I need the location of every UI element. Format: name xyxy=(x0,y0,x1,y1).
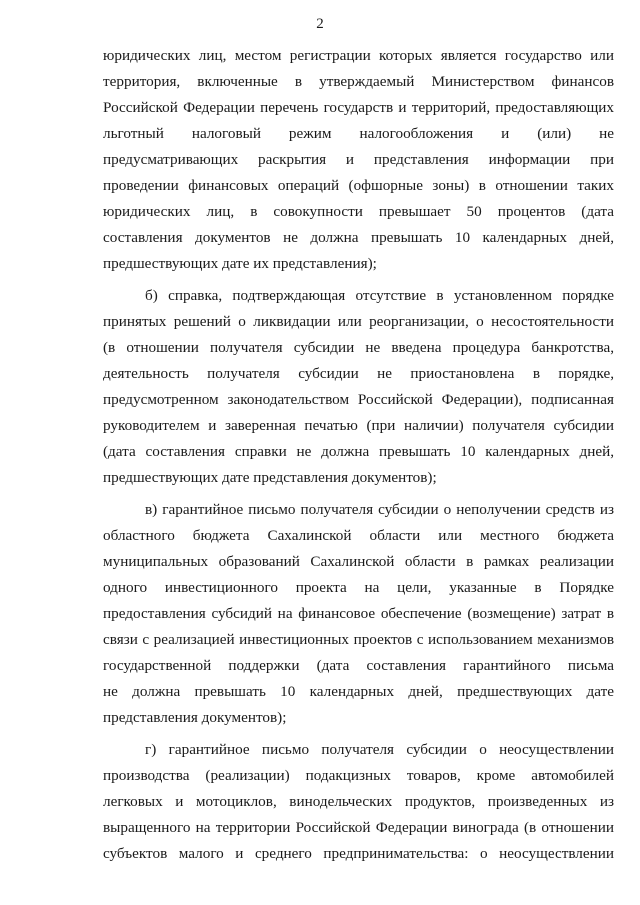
paragraph-v xyxy=(103,497,614,731)
page-number: 2 xyxy=(316,16,324,32)
paragraph-g xyxy=(103,737,614,867)
text-line: в) гарантийное письмо получателя субсидии о неполучении средств из xyxy=(145,501,614,518)
paragraph-b xyxy=(103,283,614,491)
text-line: б) справка, подтверждающая отсутствие в установленном порядке xyxy=(145,287,614,304)
text-line: производства (реализации) подакцизных товаров, кроме автомобилей xyxy=(103,767,614,784)
text-line: выращенного на территории Российской Федерации винограда (в отношении xyxy=(103,819,614,836)
text-line: предоставления субсидий на финансовое обеспечение (возмещение) затрат в xyxy=(103,605,614,622)
text-line: территория, включенные в утверждаемый Министерством финансов xyxy=(103,73,614,90)
text-line: одного инвестиционного проекта на цели, указанные в Порядке xyxy=(103,579,614,596)
text-line: Российской Федерации перечень государств и территорий, предоставляющих xyxy=(103,99,614,116)
text-line: легковых и мотоциклов, винодельческих продуктов, произведенных из xyxy=(103,793,614,810)
text-line: юридических лиц, местом регистрации которых является государство или xyxy=(103,47,614,64)
text-line: муниципальных образований Сахалинской области в рамках реализации xyxy=(103,553,614,570)
text-line: г) гарантийное письмо получателя субсидии о неосуществлении xyxy=(145,741,614,758)
text-line: областного бюджета Сахалинской области или местного бюджета xyxy=(103,527,614,544)
text-line: проведении финансовых операций (офшорные зоны) в отношении таких xyxy=(103,177,614,194)
text-line: (дата составления справки не должна превышать 10 календарных дней, xyxy=(103,443,614,460)
text-line: принятых решений о ликвидации или реорганизации, о несостоятельности xyxy=(103,313,614,330)
text-line: деятельность получателя субсидии не приостановлена в порядке, xyxy=(103,365,614,382)
text-line: предшествующих дате представления документов); xyxy=(103,469,437,486)
text-line: предусматривающих раскрытия и представления информации при xyxy=(103,151,614,168)
text-line: государственной поддержки (дата составления гарантийного письма xyxy=(103,657,614,674)
text-line: не должна превышать 10 календарных дней, предшествующих дате xyxy=(103,683,614,700)
text-line: предшествующих дате их представления); xyxy=(103,255,377,272)
text-line: руководителем и заверенная печатью (при наличии) получателя субсидии xyxy=(103,417,614,434)
text-line: составления документов не должна превышать 10 календарных дней, xyxy=(103,229,614,246)
text-line: предусмотренном законодательством Российской Федерации), подписанная xyxy=(103,391,614,408)
document-body xyxy=(103,43,614,867)
text-line: связи с реализацией инвестиционных проектов с использованием механизмов xyxy=(103,631,614,648)
text-line: представления документов); xyxy=(103,709,287,726)
text-line: субъектов малого и среднего предпринимательства: о неосуществлении xyxy=(103,845,614,862)
paragraph-continuation xyxy=(103,43,614,277)
text-line: (в отношении получателя субсидии не введена процедура банкротства, xyxy=(103,339,614,356)
text-line: льготный налоговый режим налогообложения и (или) не xyxy=(103,125,614,142)
text-line: юридических лиц, в совокупности превышает 50 процентов (дата xyxy=(103,203,614,220)
